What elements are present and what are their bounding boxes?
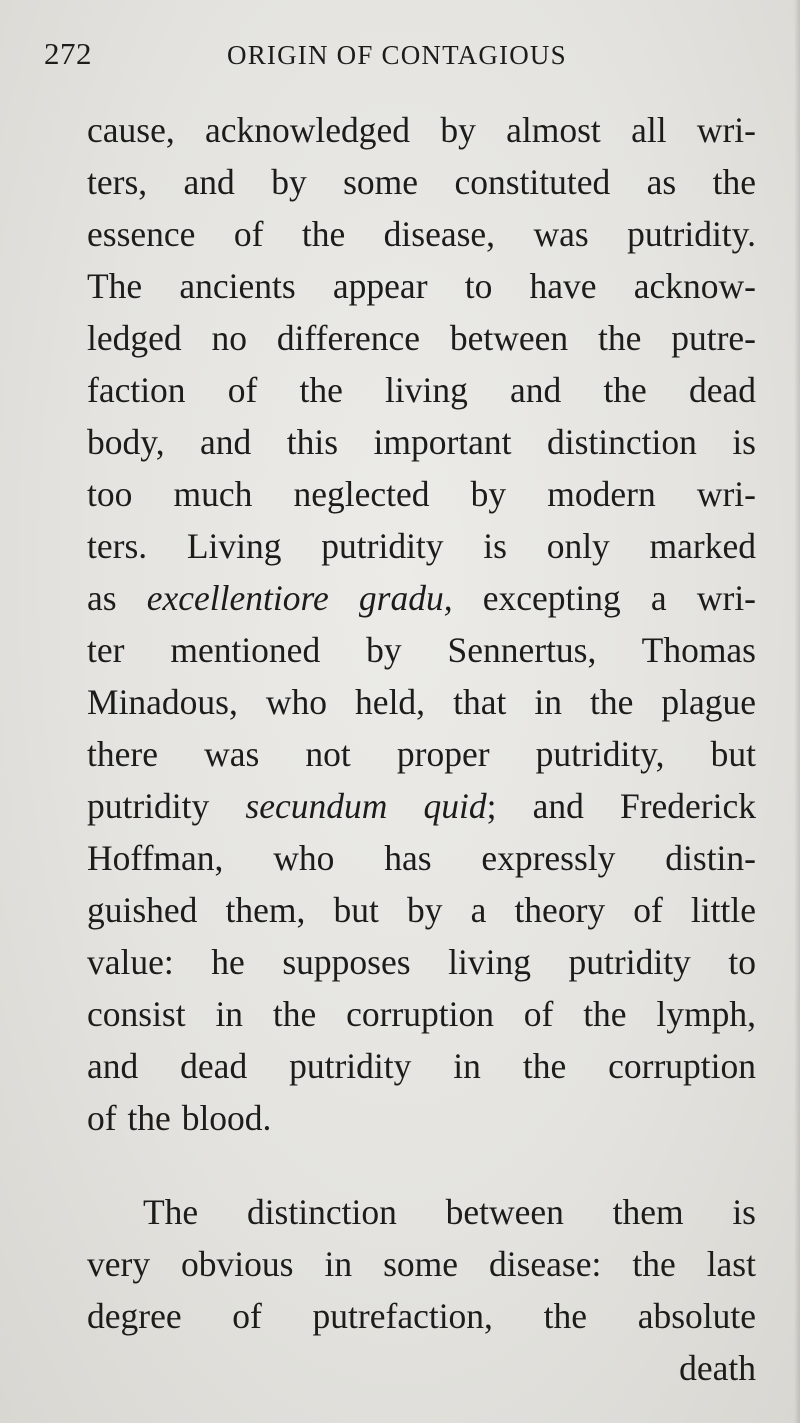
text-line: of the blood. (87, 1098, 272, 1138)
text-line: cause, acknowledged by almost all wri- (87, 110, 756, 150)
running-head: ORIGIN OF CONTAGIOUS (227, 40, 567, 70)
italic-phrase: excellentiore gradu, (146, 578, 453, 618)
text-line: The ancients appear to have acknow- (87, 266, 756, 306)
text-line: guished them, but by a theory of little (87, 890, 756, 930)
italic-phrase: secundum quid (245, 786, 487, 826)
text-line: essence of the disease, was putridity. (87, 214, 756, 254)
text-line: there was not proper putridity, but (87, 734, 756, 774)
text-line: ters, and by some constituted as the (87, 162, 756, 202)
text-line (87, 572, 756, 624)
text-line: too much neglected by modern wri- (87, 474, 756, 514)
text-line: Hoffman, who has expressly distin- (87, 838, 756, 878)
text-run: putridity (87, 786, 246, 826)
text-line: faction of the living and the dead (87, 370, 756, 410)
text-run: as (87, 578, 147, 618)
text-line: body, and this important distinction is (87, 422, 756, 462)
text-line: ter mentioned by Sennertus, Thomas (87, 630, 756, 670)
text-line: consist in the corruption of the lymph, (87, 994, 756, 1034)
page-number: 272 (44, 36, 92, 71)
page-edge-shadow (794, 0, 800, 1423)
text-line: The distinction between them is (143, 1192, 756, 1232)
text-run: ; and Frederick (486, 786, 756, 826)
text-line: degree of putrefaction, the absolute (87, 1296, 756, 1336)
text-line: ledged no difference between the putre- (87, 318, 756, 358)
text-run: excepting a wri- (452, 578, 757, 618)
text-line (87, 780, 756, 832)
text-line: Minadous, who held, that in the plague (87, 682, 756, 722)
paragraph-2 (87, 1186, 756, 1394)
text-line: ters. Living putridity is only marked (87, 526, 756, 566)
text-line: value: he supposes living putridity to (87, 942, 756, 982)
catchword: death (679, 1348, 756, 1388)
paragraph-1 (87, 104, 756, 1144)
text-line: and dead putridity in the corruption (87, 1046, 756, 1086)
text-line: very obvious in some disease: the last (87, 1244, 756, 1284)
